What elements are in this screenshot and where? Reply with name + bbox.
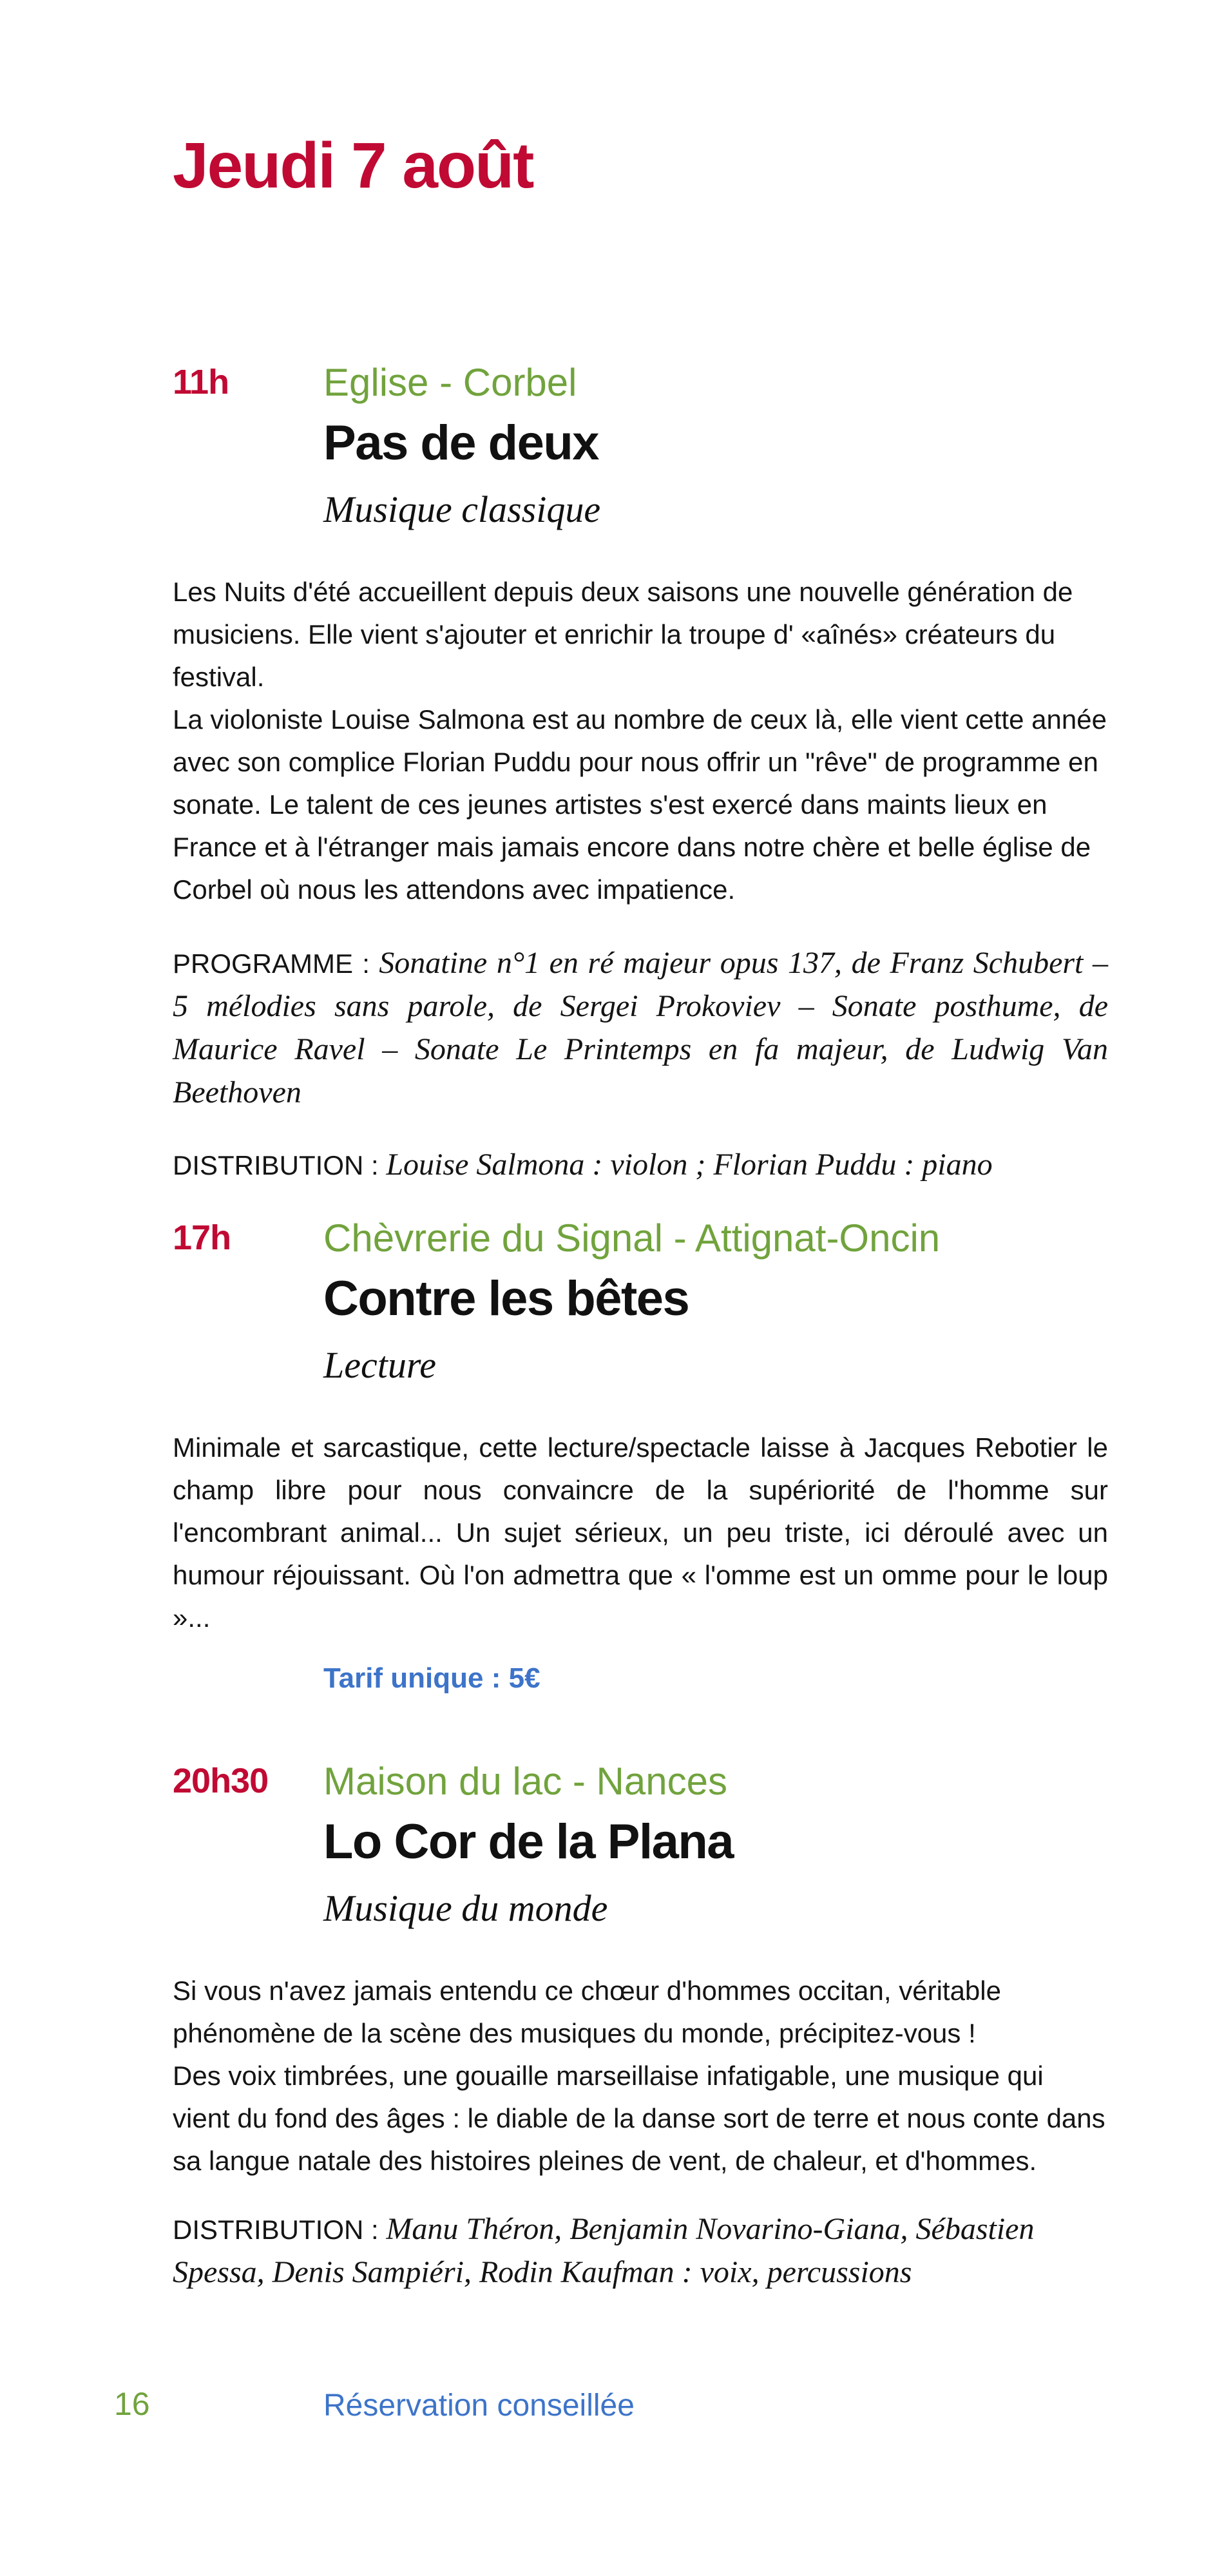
event-block-1 (173, 360, 1108, 1187)
reservation-note: Réservation conseillée (323, 2389, 635, 2423)
event-1-header (173, 360, 1108, 532)
event-3-header (173, 1759, 1108, 1931)
event-3-distribution (173, 2208, 1108, 2294)
distribution-label: DISTRIBUTION : (173, 2215, 387, 2245)
event-2-venue: Chèvrerie du Signal - Attignat-Oncin (323, 1216, 941, 1260)
event-3-genre: Musique du monde (323, 1887, 608, 1929)
tarif-note: Tarif unique : 5€ (323, 1662, 540, 1694)
page-number: 16 (114, 2386, 150, 2422)
event-2-time: 17h (173, 1218, 231, 1257)
distribution-text: Manu Théron, Benjamin Novarino-Giana, Sébastien Spessa, Denis Sampiéri, Rodin Kaufman : voix, percussions (173, 2212, 1035, 2289)
event-block-3 (173, 1759, 1108, 2294)
event-3-time: 20h30 (173, 1762, 269, 1800)
event-1-heading (323, 360, 1108, 532)
event-1-description (173, 571, 1108, 911)
event-3-heading (323, 1759, 1108, 1931)
event-2-description (173, 1427, 1108, 1639)
event-2-paragraph: Minimale et sarcastique, cette lecture/spectacle laisse à Jacques Rebotier le champ libre pour nous convaincre de la supériorité de l'homme sur l'encombrant animal... Un sujet sérieux, un peu triste, ici déroulé avec un humour réjouissant. Où l'on admettra que « l'omme est un omme pour le loup »... (173, 1432, 1108, 1633)
distribution-label: DISTRIBUTION : (173, 1150, 387, 1180)
event-2-genre: Lecture (323, 1344, 437, 1386)
event-1-programme (173, 942, 1108, 1115)
event-3-paragraph: Des voix timbrées, une gouaille marseillaise infatigable, une musique qui vient du fond des âges : le diable de la danse sort de terre et nous conte dans sa langue natale des histoires pleines de vent, de chaleur, et d'hommes. (173, 2061, 1105, 2176)
page-title: Jeudi 7 août (173, 130, 533, 202)
event-3-paragraph: Si vous n'avez jamais entendu ce chœur d'hommes occitan, véritable phénomène de la scène des musiques du monde, précipitez-vous ! (173, 1975, 1001, 2048)
event-1-title: Pas de deux (323, 416, 599, 470)
event-3-description (173, 1970, 1108, 2182)
event-1-venue: Eglise - Corbel (323, 361, 577, 404)
event-1-genre: Musique classique (323, 488, 601, 530)
event-1-paragraph: Les Nuits d'été accueillent depuis deux saisons une nouvelle génération de musiciens. Elle vient s'ajouter et enrichir la troupe d' «aînés» créateurs du festival. (173, 577, 1073, 692)
event-1-paragraph: La violoniste Louise Salmona est au nombre de ceux là, elle vient cette année avec son complice Florian Puddu pour nous offrir un "rêve" de programme en sonate. Le talent de ces jeunes artistes s'est exercé dans maints lieux en France et à l'étranger mais jamais encore dans notre chère et belle église de Corbel où nous les attendons avec impatience. (173, 704, 1107, 905)
distribution-text: Louise Salmona : violon ; Florian Puddu : piano (386, 1148, 993, 1182)
event-2-heading (323, 1216, 1108, 1388)
programme-text: Sonatine n°1 en ré majeur opus 137, de Franz Schubert – 5 mélodies sans parole, de Sergei Prokoviev – Sonate posthume, de Maurice Ravel – Sonate Le Printemps en fa majeur, de Ludwig Van Beethoven (173, 946, 1108, 1110)
event-block-2 (173, 1216, 1108, 1695)
event-2-header (173, 1216, 1108, 1388)
event-3-title: Lo Cor de la Plana (323, 1814, 734, 1869)
event-3-venue: Maison du lac - Nances (323, 1760, 727, 1803)
event-1-distribution (173, 1144, 1108, 1187)
event-1-time: 11h (173, 363, 229, 401)
event-2-title: Contre les bêtes (323, 1271, 689, 1326)
programme-label: PROGRAMME : (173, 948, 379, 979)
